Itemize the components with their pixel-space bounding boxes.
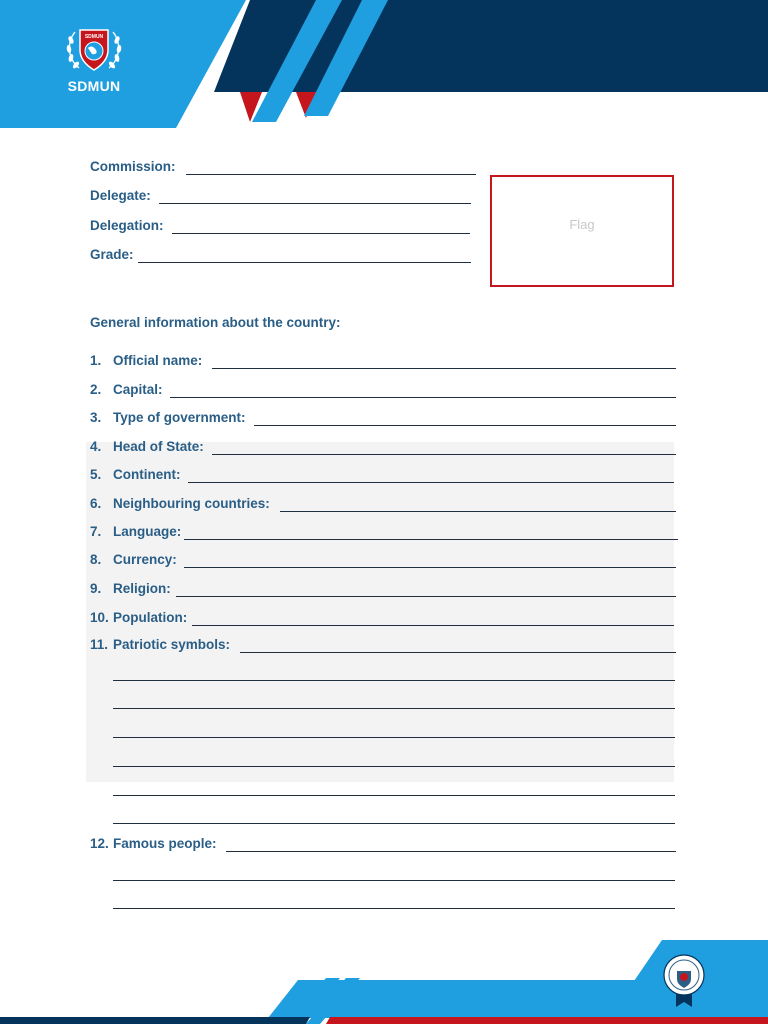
grade-field[interactable] xyxy=(138,262,471,263)
continent-field[interactable] xyxy=(188,482,674,483)
famous-people-line[interactable] xyxy=(113,880,675,881)
patriotic-symbols-line[interactable] xyxy=(113,795,675,796)
population-field[interactable] xyxy=(192,625,674,626)
un-emblem-icon xyxy=(63,24,125,74)
footer-banner xyxy=(0,940,768,1024)
item-continent: 5. Continent: xyxy=(90,467,181,482)
sdmun-logo xyxy=(58,24,130,94)
item-official-name: 1. Official name: xyxy=(90,353,203,368)
patriotic-symbols-line[interactable] xyxy=(113,823,675,824)
delegate-field[interactable] xyxy=(159,203,471,204)
item-patriotic-symbols: 11. Patriotic symbols: xyxy=(90,637,231,652)
delegation-field[interactable] xyxy=(172,233,470,234)
flag-placeholder: Flag xyxy=(569,216,595,232)
school-seal-icon xyxy=(662,953,706,1009)
delegation-label: Delegation: xyxy=(90,218,164,233)
flag-box[interactable] xyxy=(490,175,674,287)
section-title: General information about the country: xyxy=(90,315,341,330)
currency-field[interactable] xyxy=(184,567,676,568)
brand-name: SDMUN xyxy=(67,78,121,94)
item-neighbouring-countries: 6. Neighbouring countries: xyxy=(90,496,270,511)
famous-people-line[interactable] xyxy=(113,908,675,909)
patriotic-symbols-line[interactable] xyxy=(113,737,675,738)
neighbouring-countries-field[interactable] xyxy=(280,511,676,512)
commission-field[interactable] xyxy=(186,174,476,175)
patriotic-symbols-line[interactable] xyxy=(113,680,675,681)
item-famous-people: 12. Famous people: xyxy=(90,836,217,851)
capital-field[interactable] xyxy=(170,397,676,398)
religion-field[interactable] xyxy=(176,596,676,597)
patriotic-symbols-line[interactable] xyxy=(113,766,675,767)
svg-text:SDMUN: SDMUN xyxy=(84,34,104,40)
item-population: 10. Population: xyxy=(90,610,188,625)
patriotic-symbols-line[interactable] xyxy=(113,708,675,709)
official-name-field[interactable] xyxy=(212,368,676,369)
language-field[interactable] xyxy=(184,539,678,540)
grade-label: Grade: xyxy=(90,247,134,262)
government-field[interactable] xyxy=(254,425,676,426)
item-type-of-government: 3. Type of government: xyxy=(90,410,246,425)
item-religion: 9. Religion: xyxy=(90,581,171,596)
item-language: 7. Language: xyxy=(90,524,182,539)
patriotic-symbols-field[interactable] xyxy=(240,652,676,653)
famous-people-field[interactable] xyxy=(226,851,676,852)
item-currency: 8. Currency: xyxy=(90,552,177,567)
delegate-label: Delegate: xyxy=(90,188,151,203)
item-capital: 2. Capital: xyxy=(90,382,163,397)
item-head-of-state: 4. Head of State: xyxy=(90,439,204,454)
commission-label: Commission: xyxy=(90,159,176,174)
head-of-state-field[interactable] xyxy=(212,454,676,455)
